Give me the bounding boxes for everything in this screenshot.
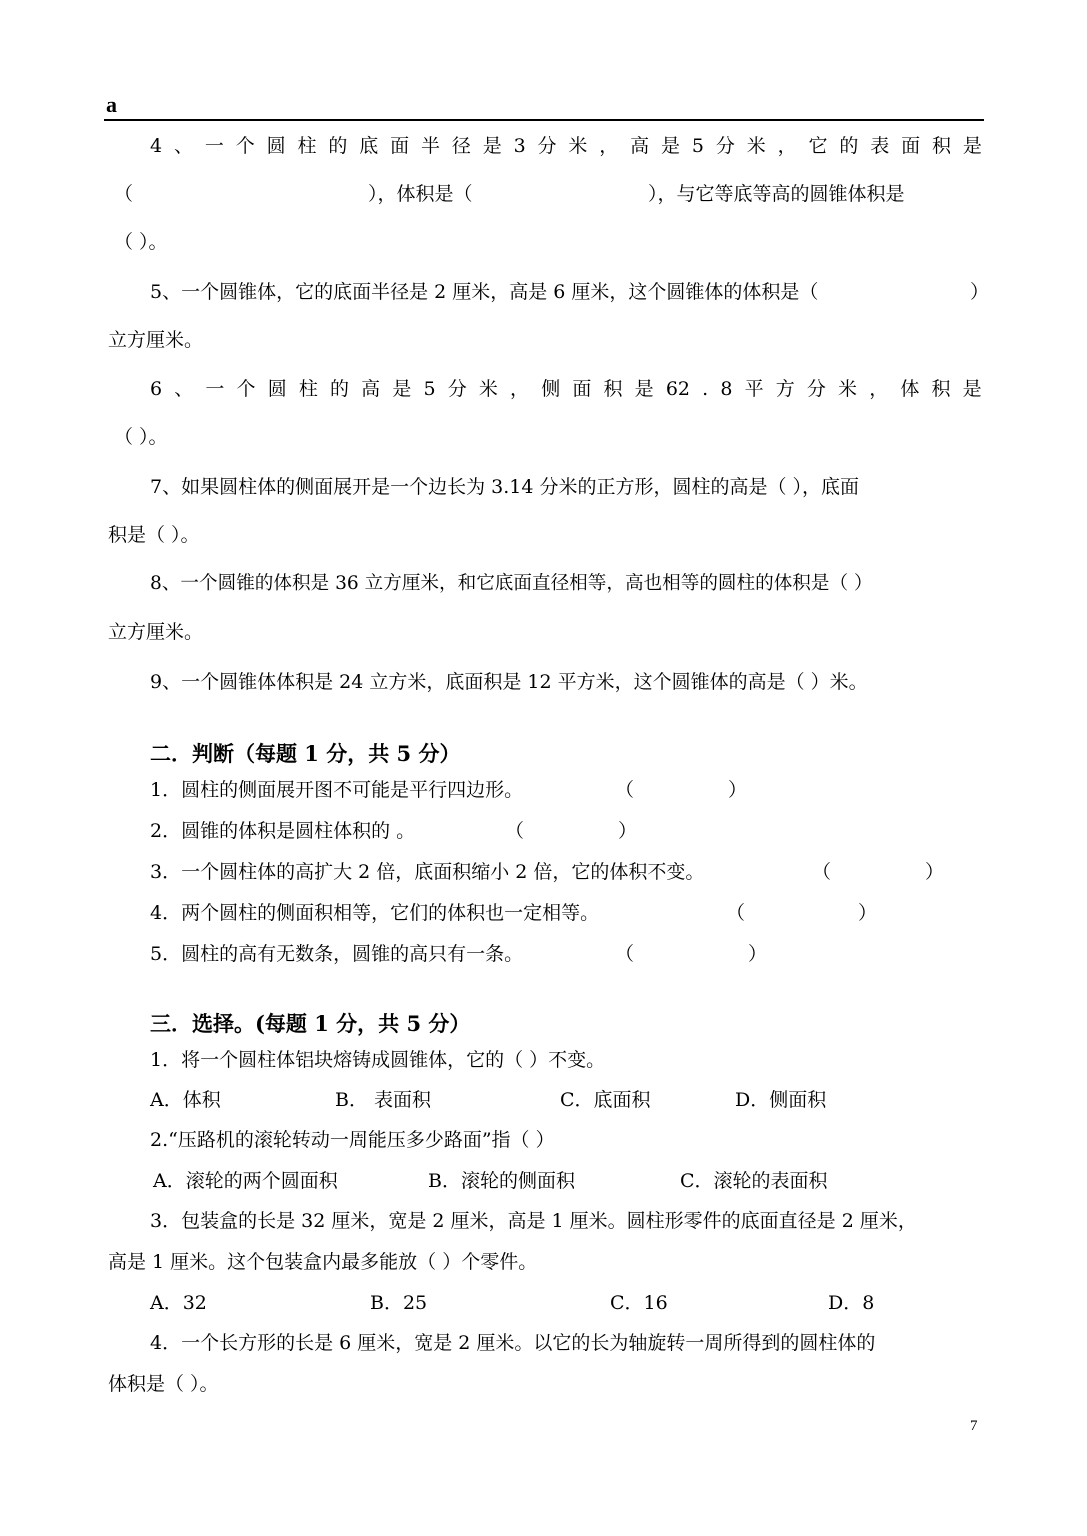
q4-line3: （ ）。 [114, 231, 168, 253]
spread-char: 的 [330, 378, 350, 400]
choice-q4-line1: 4．一个长方形的长是 6 厘米，宽是 2 厘米。以它的长为轴旋转一周所得到的圆柱体的 [150, 1332, 876, 1354]
judge-section-title: 二．判断（每题 1 分，共 5 分） [150, 741, 461, 766]
spread-char: 积 [931, 135, 951, 157]
spread-char: 柱 [298, 378, 318, 400]
q9-line1: 9、一个圆锥体体积是 24 立方米，底面积是 12 平方米，这个圆锥体的高是（ ）米。 [150, 671, 868, 693]
spread-char: 个 [235, 135, 255, 157]
header-mark: a [106, 92, 117, 117]
judge-item-3-open: （ [812, 861, 832, 883]
spread-char: 分 [447, 378, 467, 400]
spread-char: 它 [808, 135, 828, 157]
choice-q2-stem: 2.“压路机的滚轮转动一周能压多少路面”指（ ） [150, 1129, 555, 1151]
choice-q4-line2: 体积是（ ）。 [108, 1373, 219, 1395]
judge-item-5-close: ） [748, 943, 768, 965]
spread-char: 面 [390, 135, 410, 157]
spread-char: 方 [775, 378, 795, 400]
header-rule [104, 119, 984, 121]
judge-item-4-text: 4．两个圆柱的侧面积相等，它们的体积也一定相等。 [150, 902, 600, 924]
spread-char: 米 [478, 378, 498, 400]
spread-char: 面 [901, 135, 921, 157]
judge-item-3-close: ） [925, 861, 945, 883]
judge-item-5-open: （ [615, 943, 635, 965]
spread-char: 米 [568, 135, 588, 157]
spread-char: 、 [173, 135, 193, 157]
spread-char: 半 [420, 135, 440, 157]
judge-item-2-text: 2．圆锥的体积是圆柱体积的 。 [150, 820, 416, 842]
choice-q1-option-c: C．底面积 [560, 1089, 651, 1111]
spread-char: 分 [806, 378, 826, 400]
judge-item-1-open: （ [615, 779, 635, 801]
spread-char: 一 [204, 135, 224, 157]
choice-q3-line1: 3．包装盒的长是 32 厘米，宽是 2 厘米，高是 1 厘米。圆柱形零件的底面直径是 2 厘米， [150, 1210, 917, 1232]
choice-q1-option-a: A．体积 [150, 1089, 221, 1111]
spread-char: ， [599, 135, 619, 157]
spread-char: 米 [838, 378, 858, 400]
choice-q3-option-b: B．25 [370, 1292, 428, 1314]
spread-char: 积 [603, 378, 623, 400]
q5-line2: 立方厘米。 [108, 329, 204, 351]
spread-char: 6 [150, 378, 163, 400]
choice-q1-stem: 1．将一个圆柱体铝块熔铸成圆锥体，它的（ ）不变。 [150, 1049, 606, 1071]
page-number: 7 [970, 1418, 978, 1434]
judge-item-1-close: ） [728, 779, 748, 801]
spread-char: 个 [236, 378, 256, 400]
judge-item-2-close: ） [618, 820, 638, 842]
choice-section-title: 三．选择。(每题 1 分，共 5 分） [150, 1011, 471, 1036]
spread-char: 米 [746, 135, 766, 157]
judge-item-4-open: （ [726, 902, 746, 924]
spread-char: 是 [482, 135, 502, 157]
q4-line2a: （ [114, 183, 134, 205]
q5-line1-left: 5、一个圆锥体，它的底面半径是 2 厘米，高是 6 厘米，这个圆锥体的体积是（ [150, 281, 819, 303]
spread-char: 分 [715, 135, 735, 157]
spread-char: 5 [423, 378, 436, 400]
spread-char: 面 [572, 378, 592, 400]
choice-q2-option-a: A．滚轮的两个圆面积 [153, 1170, 338, 1192]
choice-q3-line2: 高是 1 厘米。这个包装盒内最多能放（ ）个零件。 [108, 1251, 538, 1273]
judge-item-5-text: 5．圆柱的高有无数条，圆锥的高只有一条。 [150, 943, 524, 965]
choice-q3-option-a: A．32 [150, 1292, 207, 1314]
spread-char: 是 [634, 378, 654, 400]
spread-char: 、 [174, 378, 194, 400]
spread-char: 径 [451, 135, 471, 157]
spread-char: 高 [630, 135, 650, 157]
q4-line2c: ），与它等底等高的圆锥体积是 [648, 183, 905, 205]
judge-item-2-open: （ [505, 820, 525, 842]
spread-char: 表 [870, 135, 890, 157]
spread-char: 圆 [266, 135, 286, 157]
q7-line2: 积是（ ）。 [108, 524, 200, 546]
spread-char: 是 [962, 378, 982, 400]
judge-item-1-text: 1．圆柱的侧面展开图不可能是平行四边形。 [150, 779, 524, 801]
q6-line2: （ ）。 [114, 426, 168, 448]
spread-char: 高 [361, 378, 381, 400]
spread-char: . [702, 378, 709, 400]
spread-char: 5 [691, 135, 704, 157]
q5-line1-right: ） [970, 281, 990, 303]
judge-item-4-close: ） [858, 902, 878, 924]
choice-q2-option-b: B．滚轮的侧面积 [428, 1170, 575, 1192]
choice-q3-option-c: C．16 [610, 1292, 668, 1314]
spread-char: 4 [150, 135, 163, 157]
spread-char: 侧 [541, 378, 561, 400]
spread-char: 8 [720, 378, 733, 400]
spread-char: 是 [661, 135, 681, 157]
spread-char: ， [510, 378, 530, 400]
q4-line1 [150, 137, 982, 156]
spread-char: 是 [962, 135, 982, 157]
spread-char: ， [869, 378, 889, 400]
spread-char: 的 [839, 135, 859, 157]
choice-q1-option-d: D．侧面积 [735, 1089, 827, 1111]
spread-char: 圆 [267, 378, 287, 400]
spread-char: 积 [931, 378, 951, 400]
q4-line2b: ），体积是（ [368, 183, 473, 205]
choice-q3-option-d: D．8 [828, 1292, 875, 1314]
spread-char: 62 [665, 378, 690, 400]
q8-line2: 立方厘米。 [108, 621, 204, 643]
spread-char: 3 [513, 135, 526, 157]
spread-char: 柱 [297, 135, 317, 157]
judge-item-3-text: 3．一个圆柱体的高扩大 2 倍，底面积缩小 2 倍，它的体积不变。 [150, 861, 705, 883]
spread-char: 是 [392, 378, 412, 400]
spread-char: 的 [328, 135, 348, 157]
spread-char: 一 [205, 378, 225, 400]
spread-char: ， [777, 135, 797, 157]
choice-q2-option-c: C．滚轮的表面积 [680, 1170, 828, 1192]
spread-char: 平 [744, 378, 764, 400]
q6-line1 [150, 380, 982, 399]
q7-line1: 7、如果圆柱体的侧面展开是一个边长为 3.14 分米的正方形，圆柱的高是（ ），底面 [150, 476, 860, 498]
choice-q1-option-b: B． 表面积 [335, 1089, 432, 1111]
spread-char: 底 [359, 135, 379, 157]
spread-char: 体 [900, 378, 920, 400]
spread-char: 分 [537, 135, 557, 157]
q8-line1: 8、一个圆锥的体积是 36 立方厘米，和它底面直径相等，高也相等的圆柱的体积是（ ） [150, 573, 873, 594]
